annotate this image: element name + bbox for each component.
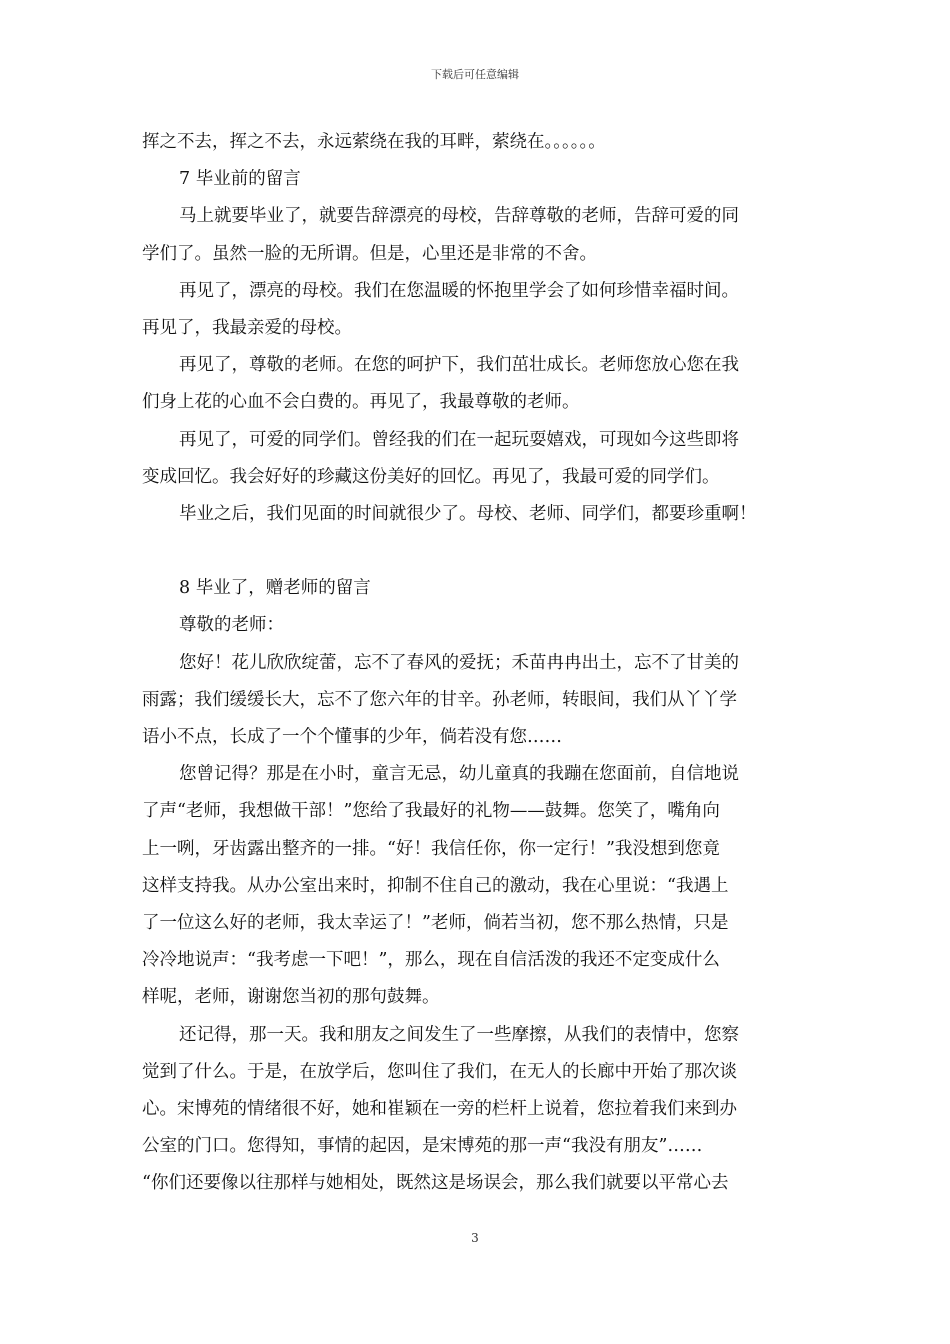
paragraph-line: 了声“老师，我想做干部！”您给了我最好的礼物——鼓舞。您笑了，嘴角向 xyxy=(142,801,720,822)
section-heading-7: 7 毕业前的留言 xyxy=(179,169,301,190)
paragraph-line: 挥之不去，挥之不去，永远萦绕在我的耳畔，萦绕在。。。。。。 xyxy=(142,132,606,152)
paragraph-line: 变成回忆。我会好好的珍藏这份美好的回忆。再见了，我最可爱的同学们。 xyxy=(142,466,720,487)
paragraph-line: 马上就要毕业了，就要告辞漂亮的母校，告辞尊敬的老师，告辞可爱的同 xyxy=(179,206,739,227)
paragraph-line: 了一位这么好的老师，我太幸运了！”老师，倘若当初，您不那么热情，只是 xyxy=(142,912,729,933)
paragraph-line: 再见了，可爱的同学们。曾经我的们在一起玩耍嬉戏，可现如今这些即将 xyxy=(179,429,739,450)
page-number: 3 xyxy=(471,1231,479,1245)
paragraph-line: 这样支持我。从办公室出来时，抑制不住自己的激动，我在心里说：“我遇上 xyxy=(142,875,729,896)
document-body xyxy=(142,124,817,1202)
paragraph-line: “你们还要像以往那样与她相处，既然这是场误会，那么我们就要以平常心去 xyxy=(142,1173,729,1194)
paragraph-line: 冷冷地说声：“我考虑一下吧！”，那么，现在自信活泼的我还不定变成什么 xyxy=(142,950,720,971)
section-heading-8: 8 毕业了，赠老师的留言 xyxy=(179,578,371,599)
paragraph-line: 公室的门口。您得知，事情的起因，是宋博苑的那一声“我没有朋友”…… xyxy=(142,1136,703,1157)
page-header: 下载后可任意编辑 xyxy=(431,68,519,81)
paragraph-line: 您好！花儿欣欣绽蕾，忘不了春风的爱抚；禾苗冉冉出土，忘不了甘美的 xyxy=(179,652,739,673)
paragraph-line: 再见了，漂亮的母校。我们在您温暖的怀抱里学会了如何珍惜幸福时间。 xyxy=(179,280,739,301)
paragraph-line: 毕业之后，我们见面的时间就很少了。母校、老师、同学们，都要珍重啊！ xyxy=(179,503,757,524)
paragraph-line: 雨露；我们缓缓长大，忘不了您六年的甘辛。孙老师，转眼间，我们从丫丫学 xyxy=(142,689,737,710)
paragraph-line: 样呢，老师，谢谢您当初的那句鼓舞。 xyxy=(142,987,440,1008)
paragraph-line: 学们了。虽然一脸的无所谓。但是，心里还是非常的不舍。 xyxy=(142,243,597,264)
paragraph-line: 们身上花的心血不会白费的。再见了，我最尊敬的老师。 xyxy=(142,392,580,413)
paragraph-line: 再见了，我最亲爱的母校。 xyxy=(142,317,352,338)
paragraph-line: 觉到了什么。于是，在放学后，您叫住了我们，在无人的长廊中开始了那次谈 xyxy=(142,1061,737,1082)
paragraph-line: 还记得，那一天。我和朋友之间发生了一些摩擦，从我们的表情中，您察 xyxy=(179,1024,739,1045)
paragraph-line: 上一咧，牙齿露出整齐的一排。“好！我信任你，你一定行！”我没想到您竟 xyxy=(142,838,720,859)
paragraph-line: 再见了，尊敬的老师。在您的呵护下，我们茁壮成长。老师您放心您在我 xyxy=(179,355,739,376)
salutation: 尊敬的老师： xyxy=(179,615,284,636)
paragraph-line: 语小不点，长成了一个个懂事的少年，倘若没有您…… xyxy=(142,727,562,747)
blank-line xyxy=(142,533,817,570)
paragraph-line: 您曾记得？那是在小时，童言无忌，幼儿童真的我蹦在您面前，自信地说 xyxy=(179,764,739,785)
paragraph-line: 心。宋博苑的情绪很不好，她和崔颖在一旁的栏杆上说着，您拉着我们来到办 xyxy=(142,1098,737,1119)
